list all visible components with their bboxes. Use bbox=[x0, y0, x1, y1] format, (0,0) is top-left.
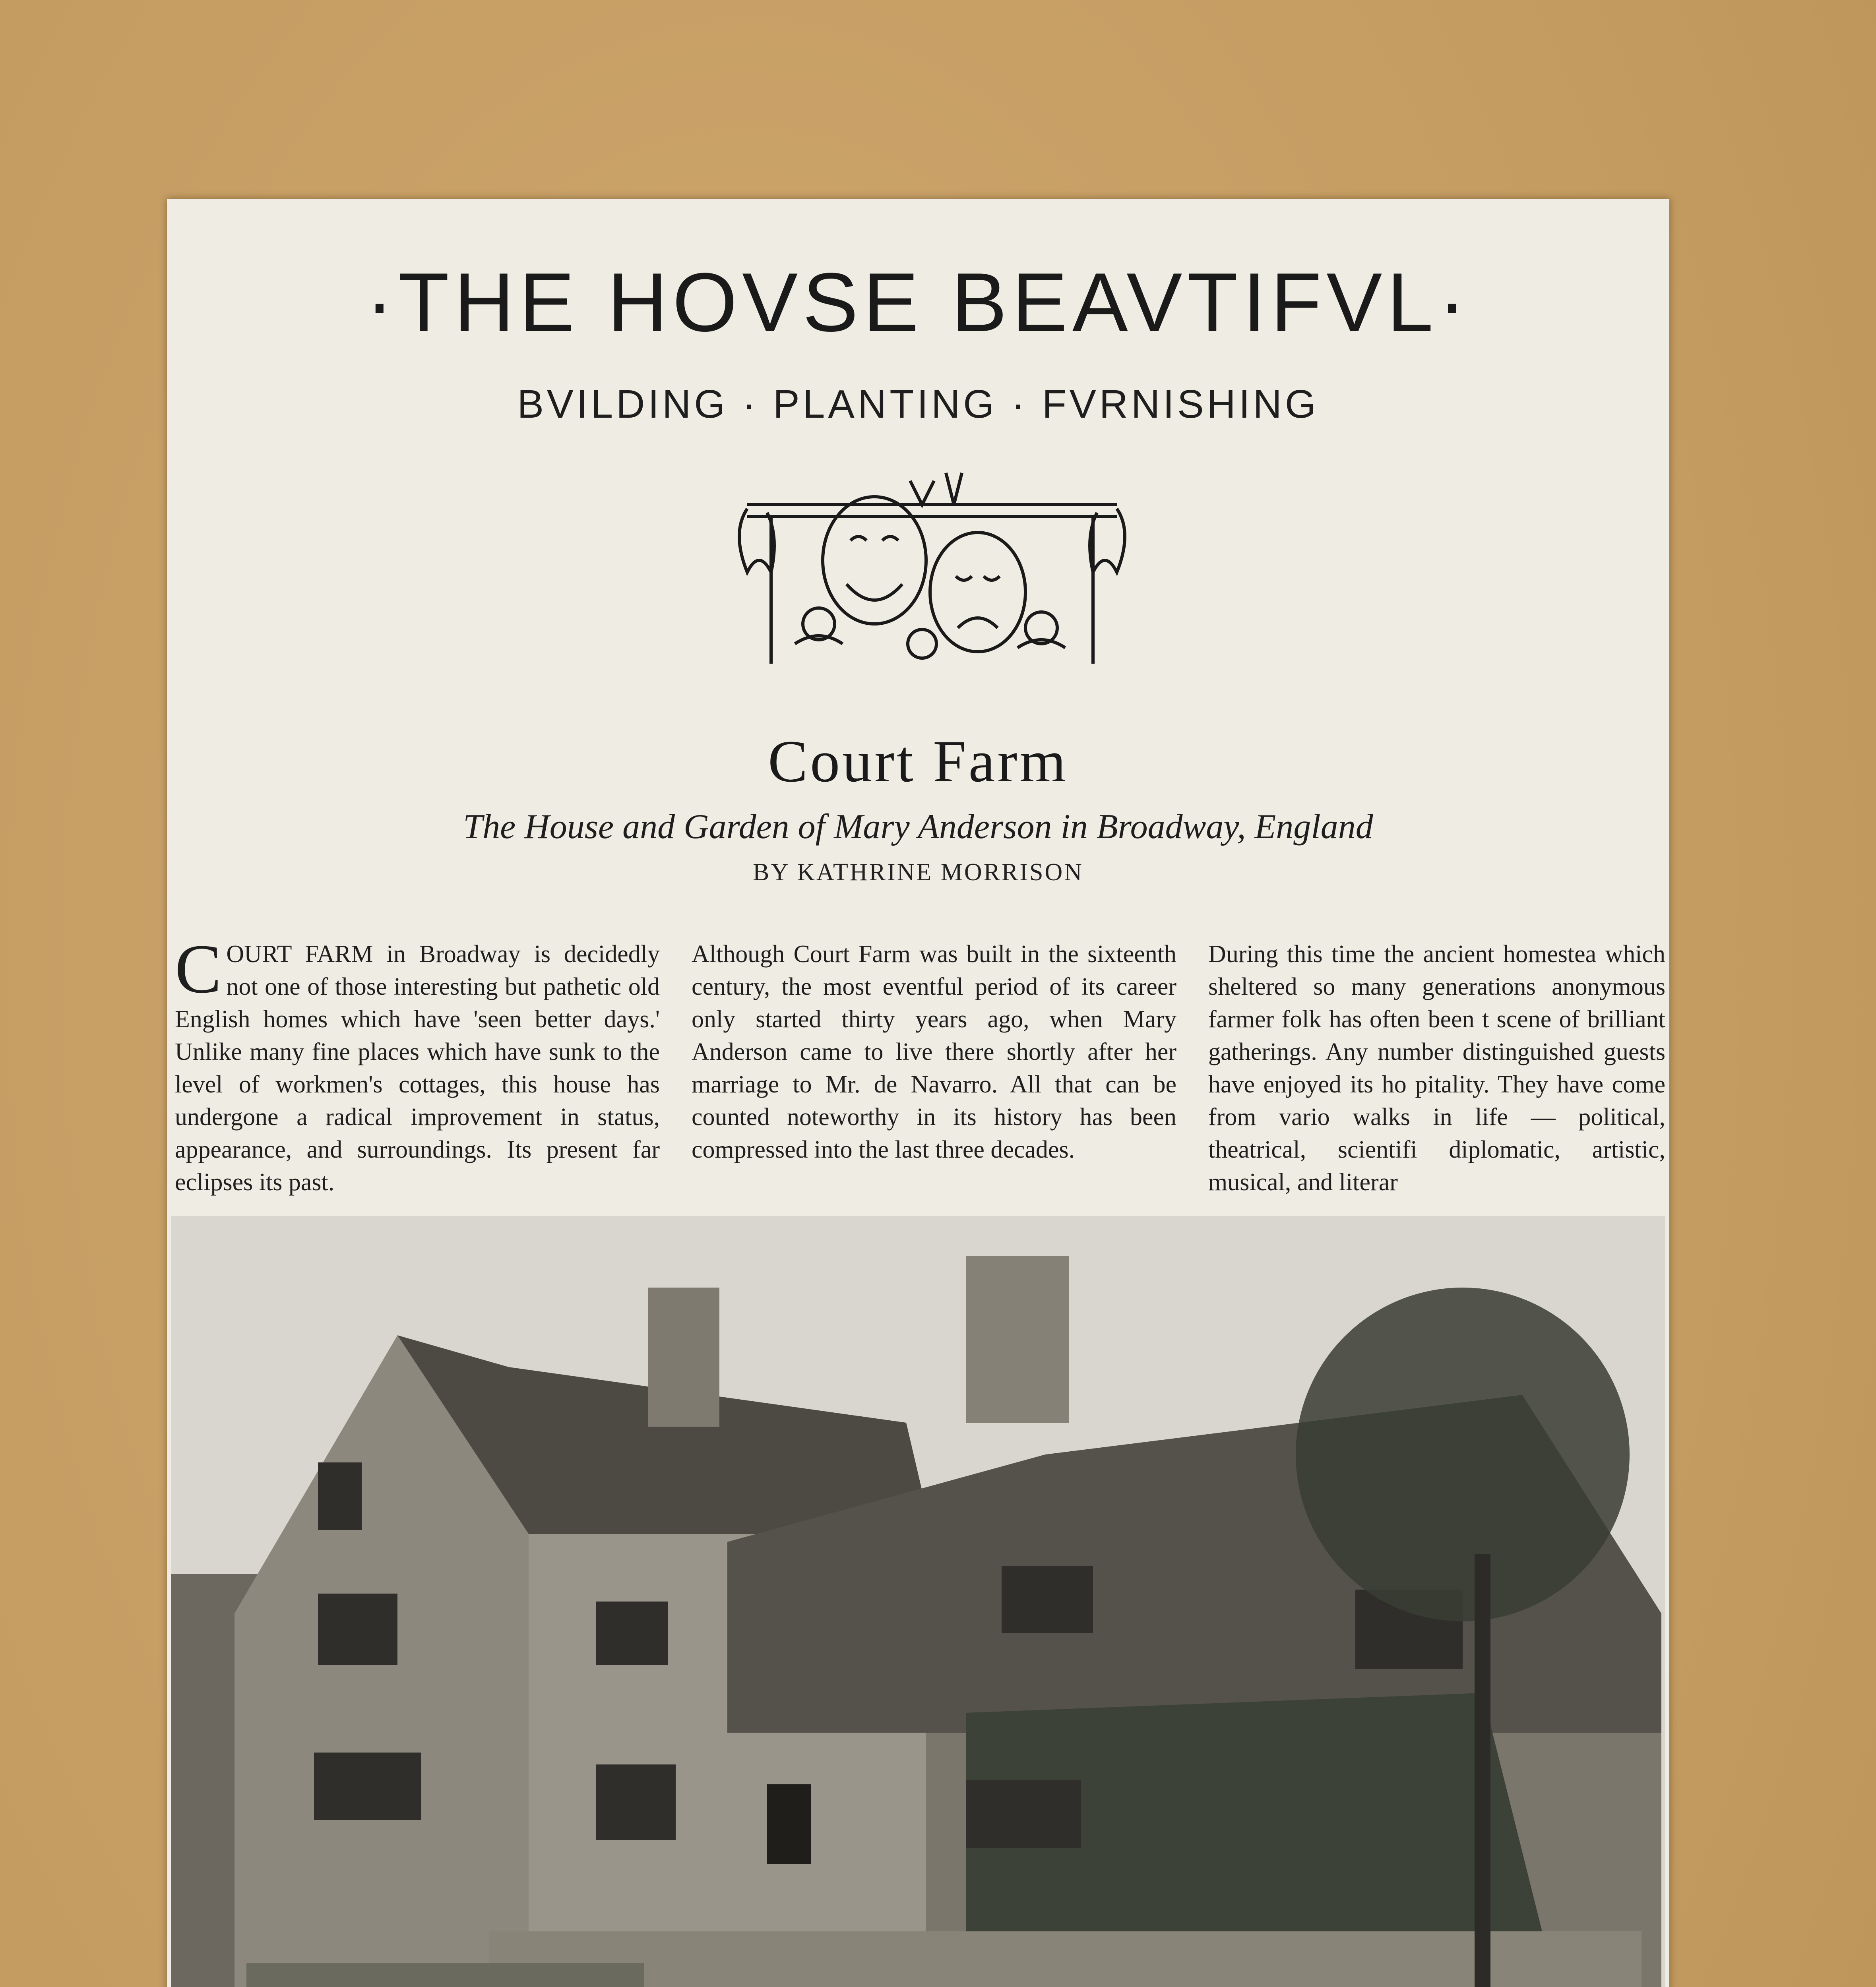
column-3-text: During this time the ancient homestea which sheltered so many generations anonymous farmer folk has often been t scene of brilliant gatherings. Any number distinguished guests have enjoyed its ho pitality. They have come from vario walks in life — political, theatrical, scientifi diplomatic, artistic, musical, and literar bbox=[1208, 941, 1665, 1196]
column-2-text: Although Court Farm was built in the sixteenth century, the most eventful period of its career only started thirty years ago, when Mary Anderson came to live there shortly after her marriage to Mr. de Navarro. All that can be counted noteworthy in its history has been compressed into the last three decades. bbox=[692, 941, 1176, 1163]
article-column-1 bbox=[175, 930, 660, 1199]
magazine-title: ·THE HOVSE BEAVTIFVL· bbox=[365, 256, 1471, 349]
article-column-2 bbox=[692, 938, 1176, 1166]
article-title: Court Farm bbox=[768, 728, 1068, 794]
article-subtitle: The House and Garden of Mary Anderson in Broadway, England bbox=[463, 808, 1373, 846]
farmhouse-photograph bbox=[171, 1216, 1665, 1987]
magazine-subtitle: BVILDING · PLANTING · FVRNISHING bbox=[517, 382, 1319, 426]
magazine-page bbox=[167, 199, 1669, 1987]
theater-masks-ornament-icon bbox=[723, 457, 1141, 695]
article-byline: BY KATHRINE MORRISON bbox=[752, 859, 1084, 886]
column-1-text: OURT FARM in Broadway is decidedly not one of those interesting but pathetic old English homes which have 'seen better days.' Unlike many fine places which have sunk to the level of workmen's cottages, this house has undergone a radical improvement in status, appearance, and surroundings. Its present far eclipses its past. bbox=[175, 941, 660, 1196]
drop-cap: C bbox=[175, 930, 222, 1008]
article-column-3 bbox=[1208, 938, 1665, 1199]
